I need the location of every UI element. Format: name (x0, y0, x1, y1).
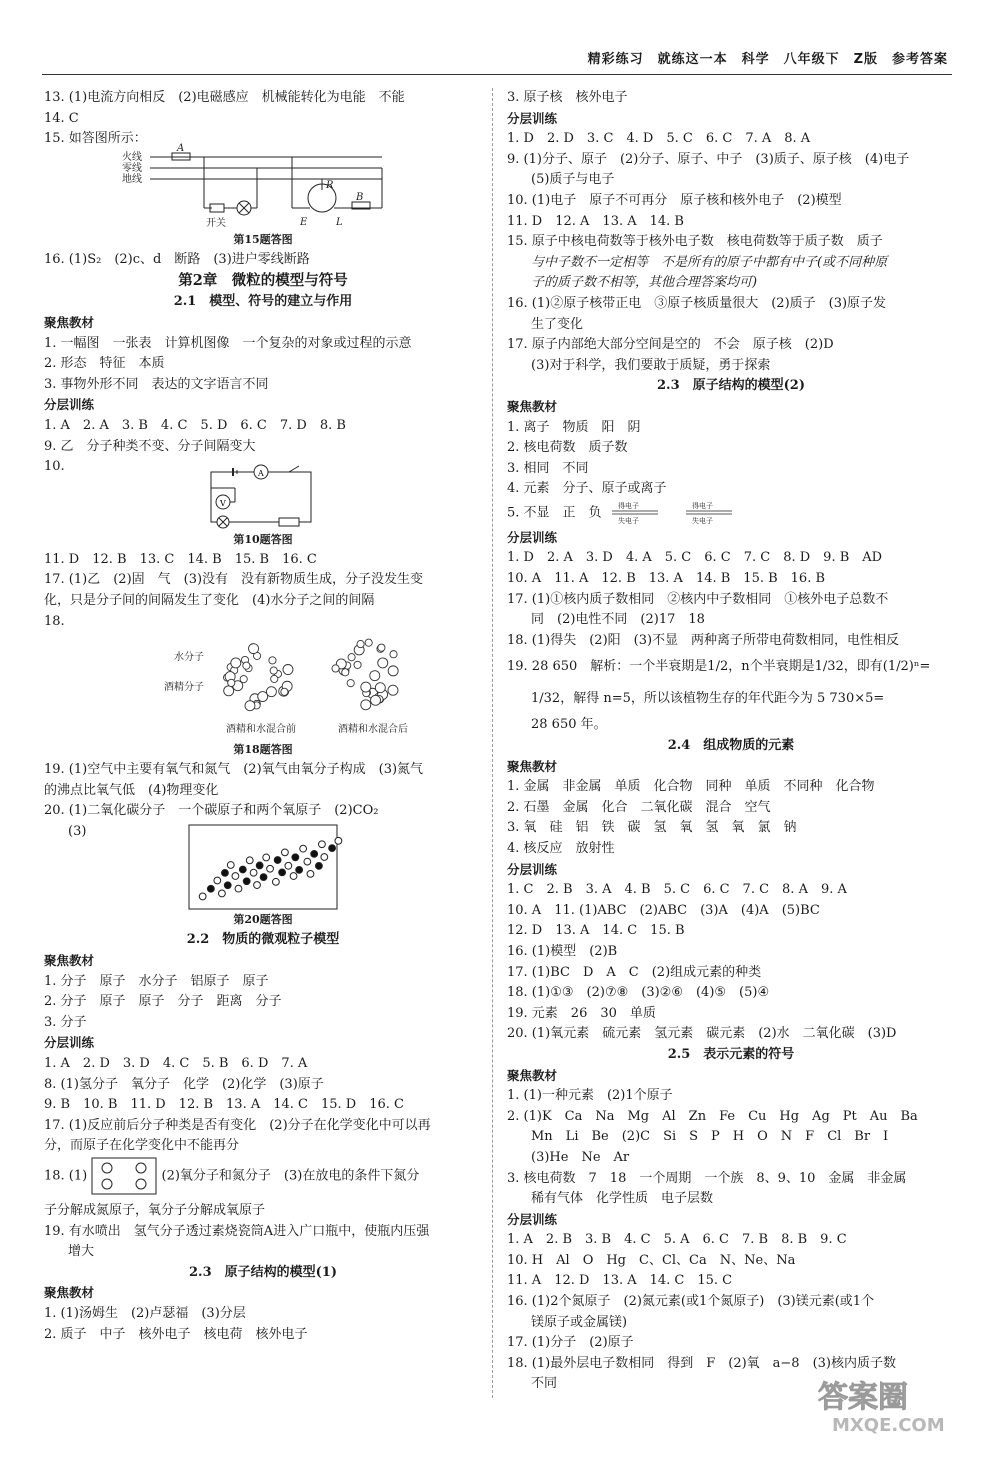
section-title: 2.1 模型、符号的建立与作用 (173, 294, 353, 310)
answer-line: 1. 离子 物质 阳 阴 (507, 419, 641, 435)
molecule-dot (250, 870, 257, 877)
molecule-dot (375, 683, 385, 693)
answer-line: 17. (1)①核内质子数相同 ②核内中子数相同 ①核外电子总数不 (507, 591, 889, 607)
answer-line (507, 500, 955, 528)
answer-line: 8. (1)氢分子 氧分子 化学 (2)化学 (3)原子 (44, 1076, 324, 1092)
nitrogen-oxygen-box-icon (91, 1157, 157, 1195)
section-title: 2.2 物质的微观粒子模型 (186, 932, 340, 948)
molecule-dot (231, 658, 241, 668)
molecule-dot (263, 855, 270, 862)
answer-line: (5)质子与电子 (531, 172, 615, 188)
label-voltmeter: V (220, 498, 226, 508)
answer-line: 16. (1)②原子核带正电 ③原子核质量很大 (2)质子 (3)原子发 (507, 295, 887, 311)
molecule-dot (240, 676, 247, 683)
answer-line: 18. (44, 613, 65, 629)
answer-line: 4. 元素 分子、原子或离子 (507, 481, 667, 497)
figure-caption: 第10题答图 (233, 532, 293, 546)
answer-line: 1. (1)汤姆生 (2)卢瑟福 (3)分层 (44, 1305, 246, 1321)
answer-line: 1/32，解得 n=5，所以该植物生存的年代距今为 5 730×5= (531, 691, 885, 707)
figure-caption: 第18题答图 (233, 743, 293, 757)
answer-line: 10. A 11. (1)ABC (2)ABC (3)A (4)A (5)BC (507, 902, 820, 918)
molecule-dot (307, 871, 314, 878)
molecule-dot (271, 675, 278, 682)
answer-line: 2. 分子 原子 原子 分子 距离 分子 (44, 994, 282, 1010)
molecule-dot (304, 859, 311, 866)
answer-line: 1. 分子 原子 水分子 铝原子 原子 (44, 973, 269, 989)
page-header: 精彩练习 就练这一本 科学 八年级下 Z版 参考答案 (587, 52, 948, 67)
answer-line: 3. 核电荷数 7 18 一个周期 一个族 8、9、10 金属 非金属 (507, 1170, 907, 1186)
watermark-url: MXQE.COM (832, 1415, 945, 1436)
answer-line: 1. A 2. B 3. B 4. C 5. A 6. C 7. B 8. B 9. C (507, 1232, 847, 1248)
column-divider (492, 88, 493, 1398)
molecule-dot (321, 854, 328, 861)
molecule-dot (228, 679, 235, 686)
answer-line: 17. 原子内部绝大部分空间是空的 不会 原子核 (2)D (507, 337, 834, 353)
molecule-dot (311, 851, 318, 858)
section-title: 2.5 表示元素的符号 (667, 1046, 795, 1062)
molecule-dot (332, 665, 339, 672)
answer-line: (3) (68, 823, 87, 839)
answer-line: 1. D 2. A 3. D 4. A 5. C 6. C 7. C 8. D 9. B AD (507, 550, 883, 566)
answer-line: 1. A 2. D 3. D 4. C 5. B 6. D 7. A (44, 1056, 308, 1072)
answer-line: 化，只是分子间的间隔发生了变化 (4)水分子之间的间隔 (44, 592, 375, 608)
answer-line: 2. 形态 特征 本质 (44, 356, 165, 372)
left-column (44, 88, 482, 1345)
answer-line: 19. 有水喷出 氢气分子透过素烧瓷筒A进入广口瓶中，使瓶内压强 (44, 1223, 430, 1239)
answer-number: 18. (1) (44, 1168, 88, 1184)
circuit-figure-15 (122, 142, 392, 230)
answer-line: (3)He Ne Ar (531, 1149, 630, 1165)
answer-line: 2. (1)K Ca Na Mg Al Zn Fe Cu Hg Ag Pt Au Ba (507, 1108, 918, 1124)
answer-line: 11. A 12. D 13. A 14. C 15. C (507, 1273, 733, 1289)
molecule-dot (378, 658, 388, 668)
answer-line: 10. H Al O Hg C、Cl、Ca N、Ne、Na (507, 1252, 796, 1268)
molecule-dot (282, 849, 289, 856)
answer-line: 子的质子数不相等，其他合理答案均可) (531, 275, 758, 291)
molecule-dot (256, 863, 263, 870)
answer-line: (3)对于科学，我们要敢于质疑，勇于探索 (531, 357, 771, 373)
answer-line: 子分解成氮原子，氧分子分解成氧原子 (44, 1203, 266, 1218)
answer-line: 1. 金属 非金属 单质 化合物 同种 单质 不同种 化合物 (507, 779, 875, 795)
molecule-dot (249, 644, 259, 654)
molecule-dot (245, 701, 255, 711)
answer-line: 18. (1)得失 (2)阳 (3)不显 两种离子所带电荷数相同，电性相反 (507, 632, 900, 648)
answer-line: 20. (1)二氧化碳分子 一个碳原子和两个氧原子 (2)CO₂ (44, 803, 379, 819)
molecule-dot (279, 869, 286, 876)
label-neutral-wire: 零线 (122, 162, 142, 174)
molecule-dot (361, 682, 371, 692)
answer-line: 28 650 年。 (531, 717, 607, 733)
label-ground-wire: 地线 (122, 173, 142, 185)
subsection-label: 分层训练 (44, 397, 95, 413)
answer-line: 3. 分子 (44, 1014, 87, 1030)
answer-line: 13. (1)电流方向相反 (2)电磁感应 机械能转化为电能 不能 (44, 90, 405, 105)
answer-line: 镁原子或金属镁) (531, 1314, 628, 1330)
molecule-dot (300, 846, 307, 853)
molecule-dot (348, 654, 355, 661)
molecule-figure-18 (104, 632, 408, 740)
section-title: 2.4 组成物质的元素 (667, 738, 795, 754)
subsection-label: 聚焦教材 (507, 758, 558, 774)
answer-line: 生了变化 (531, 316, 584, 332)
molecule-dot (390, 651, 397, 658)
answer-line: 16. (1)S₂ (2)c、d 断路 (3)进户零线断路 (44, 251, 310, 267)
molecule-dot (357, 641, 364, 648)
molecule-dot (258, 692, 268, 702)
molecule-dot (274, 857, 281, 864)
answer-line: 4. 核反应 放射性 (507, 841, 615, 856)
molecule-dot (199, 894, 206, 901)
label-after-mixing: 酒精和水混合后 (338, 724, 408, 736)
label-r: R (326, 179, 334, 191)
molecule-dot (281, 688, 288, 695)
molecule-dot (243, 662, 250, 669)
molecule-dot (224, 686, 234, 696)
answer-line: 16. (1)模型 (2)B (507, 943, 618, 959)
molecule-dot (319, 841, 326, 848)
molecule-dot (272, 879, 279, 886)
answer-line: 分，而原子在化学变化中不能再分 (44, 1138, 240, 1154)
subsection-label: 聚焦教材 (44, 953, 95, 969)
subsection-label: 分层训练 (44, 1035, 95, 1051)
molecule-dot (222, 870, 229, 877)
label-switch: 开关 (206, 217, 226, 229)
answer-line: 18. (1)最外层电子数相同 得到 F (2)氧 a−8 (3)核内质子数 (507, 1355, 896, 1371)
answer-line: 9. 乙 分子种类不变、分子间隔变大 (44, 438, 256, 454)
answer-line: 与中子数不一定相等 不是所有的原子中都有中子(或不同种原 (531, 254, 888, 270)
answer-line: 3. 相同 不同 (507, 460, 589, 476)
molecule-dot (239, 867, 246, 874)
molecule-dot (388, 685, 398, 695)
watermark-text: 答案圈 (818, 1380, 908, 1415)
molecule-dot (329, 845, 336, 852)
answer-line: 16. (1)2个氮原子 (2)氮元素(或1个氮原子) (3)镁元素(或1个 (507, 1294, 875, 1310)
answer-line: 2. 核电荷数 质子数 (507, 440, 628, 456)
answer-line: 9. (1)分子、原子 (2)分子、原子、中子 (3)质子、原子核 (4)电子 (507, 151, 910, 167)
molecule-figure-20 (188, 824, 338, 910)
subsection-label: 聚焦教材 (507, 398, 558, 414)
answer-line: 2. 质子 中子 核外电子 核电荷 核外电子 (44, 1326, 308, 1342)
molecule-dot (227, 862, 234, 869)
label-fuse-a: A (177, 142, 185, 154)
label-before-mixing: 酒精和水混合前 (226, 724, 296, 736)
molecule-dot (235, 886, 242, 893)
molecule-dot (371, 695, 381, 705)
molecule-dot (290, 873, 297, 880)
right-column (507, 88, 955, 1395)
subsection-label: 分层训练 (507, 529, 558, 545)
electron-transfer-arrows (606, 500, 746, 526)
molecule-dot (267, 866, 274, 873)
molecule-dot (214, 878, 221, 885)
molecule-dot (283, 665, 293, 675)
answer-line: 17. (1)BC D A C (2)组成元素的种类 (507, 964, 762, 980)
subsection-label: 聚焦教材 (507, 1067, 558, 1083)
subsection-label: 聚焦教材 (44, 314, 95, 330)
label-l: L (336, 216, 343, 228)
answer-line: 19. (1)空气中主要有氧气和氮气 (2)氧气由氧分子构成 (3)氮气 (44, 762, 424, 778)
answer-line: 17. (1)乙 (2)固 气 (3)没有 没有新物质生成，分子没发生变 (44, 572, 424, 588)
answer-line: 10. (1)电子 原子不可再分 原子核和核外电子 (2)模型 (507, 192, 842, 208)
label-e: E (300, 216, 308, 228)
answer-line: 19. 28 650 解析：一个半衰期是1/2，n个半衰期是1/32，即有(1/2)ⁿ= (507, 659, 931, 675)
molecule-dot (232, 873, 239, 880)
answer-line (44, 1157, 482, 1201)
molecule-dot (347, 680, 354, 687)
molecule-dot (354, 661, 361, 668)
answer-line: 1. (1)一种元素 (2)1个原子 (507, 1088, 673, 1104)
figure-caption: 第15题答图 (233, 232, 293, 246)
answer-text: 5. 不显 正 负 (507, 505, 602, 521)
circuit-figure-10 (203, 468, 323, 530)
answer-line: 10. (44, 459, 65, 475)
molecule-dot (219, 891, 226, 898)
answer-line: 17. (1)分子 (2)原子 (507, 1335, 634, 1351)
answer-line: 20. (1)氧元素 硫元素 氢元素 碳元素 (2)水 二氧化碳 (3)D (507, 1026, 897, 1042)
subsection-label: 分层训练 (507, 110, 558, 126)
label-ammeter: A (258, 468, 264, 478)
answer-line: 18. (1)①③ (2)⑦⑧ (3)②⑥ (4)⑤ (5)④ (507, 985, 770, 1001)
header-rule (42, 74, 952, 75)
answer-line: 15. 如答图所示： (44, 131, 147, 147)
answer-line: 1. D 2. D 3. C 4. D 5. C 6. C 7. A 8. A (507, 131, 811, 147)
label-live-wire: 火线 (122, 151, 142, 163)
label-alcohol-molecule: 酒精分子 (164, 682, 204, 694)
subsection-label: 分层训练 (507, 1211, 558, 1227)
watermark-logo (798, 1367, 988, 1437)
answer-line: 9. B 10. B 11. D 12. B 13. A 14. C 15. D 16. C (44, 1097, 404, 1113)
section-title: 2.3 原子结构的模型(2) (657, 378, 805, 394)
answer-line: 的沸点比氧气低 (4)物理变化 (44, 782, 219, 798)
answer-line: 3. 事物外形不同 表达的文字语言不同 (44, 376, 269, 392)
section-title: 2.3 原子结构的模型(1) (189, 1264, 337, 1280)
answer-line: 10. A 11. A 12. B 13. A 14. B 15. B 16. B (507, 571, 826, 587)
molecule-dot (342, 669, 349, 676)
molecule-dot (224, 882, 231, 889)
molecule-dot (315, 863, 322, 870)
molecule-dot (335, 838, 342, 845)
molecule-dot (270, 667, 277, 674)
answer-line: Mn Li Be (2)C Si S P H O N F Cl Br I (531, 1129, 889, 1145)
molecule-dot (388, 666, 398, 676)
answer-line: 14. C (44, 110, 79, 126)
answer-line: 增大 (68, 1244, 95, 1260)
molecule-dot (243, 878, 250, 885)
molecule-dot (370, 671, 380, 681)
molecule-dot (292, 854, 299, 861)
molecule-dot (285, 863, 292, 870)
molecule-dot (246, 857, 253, 864)
answer-line: 15. 原子中核电荷数等于核外电子数 核电荷数等于质子数 质子 (507, 234, 883, 250)
label-lose-electron: 失电子 (617, 516, 639, 525)
answer-line: 1. C 2. B 3. A 4. B 5. C 6. C 7. C 8. A 9. A (507, 882, 847, 898)
molecule-dot (254, 882, 261, 889)
molecule-dot (296, 867, 303, 874)
label-water-molecule: 水分子 (174, 652, 204, 664)
subsection-label: 分层训练 (507, 861, 558, 877)
answer-line: 1. 一幅图 一张表 计算机图像 一个复杂的对象或过程的示意 (44, 335, 412, 351)
answer-line: 17. (1)反应前后分子种类是否有变化 (2)分子在化学变化中可以再 (44, 1117, 431, 1133)
answer-line: 19. 元素 26 30 单质 (507, 1005, 656, 1021)
molecule-dot (260, 874, 267, 881)
label-gain-electron: 得电子 (617, 501, 639, 510)
answer-line: 3. 原子核 核外电子 (507, 90, 628, 105)
answer-line: 11. D 12. B 13. C 14. B 15. B 16. C (44, 551, 317, 567)
answer-text: (2)氧分子和氮分子 (3)在放电的条件下氮分 (161, 1168, 420, 1184)
answer-line: 11. D 12. A 13. A 14. B (507, 213, 684, 229)
figure-caption: 第20题答图 (233, 913, 293, 927)
label-b: B (356, 191, 364, 203)
label-gain-electron: 得电子 (691, 501, 713, 510)
molecule-dot (269, 657, 276, 664)
molecule-dot (365, 639, 372, 646)
answer-line: 1. A 2. A 3. B 4. C 5. D 6. C 7. D 8. B (44, 417, 346, 433)
answer-line: 3. 氧 硅 铝 铁 碳 氢 氧 氢 氧 氯 钠 (507, 820, 797, 836)
answer-line: 12. D 13. A 14. C 15. B (507, 923, 685, 939)
label-lose-electron: 失电子 (691, 516, 713, 525)
molecule-dot (207, 886, 214, 893)
answer-line: 2. 石墨 金属 化合 二氧化碳 混合 空气 (507, 799, 771, 815)
answer-line: 同 (2)电性不同 (2)17 18 (531, 612, 705, 628)
answer-line: 不同 (531, 1376, 558, 1392)
molecule-dot (378, 644, 385, 651)
chapter-title: 第2章 微粒的模型与符号 (178, 272, 348, 290)
subsection-label: 聚焦教材 (44, 1285, 95, 1301)
molecule-dot (361, 700, 371, 710)
answer-line: 稀有气体 化学性质 电子层数 (531, 1191, 714, 1207)
